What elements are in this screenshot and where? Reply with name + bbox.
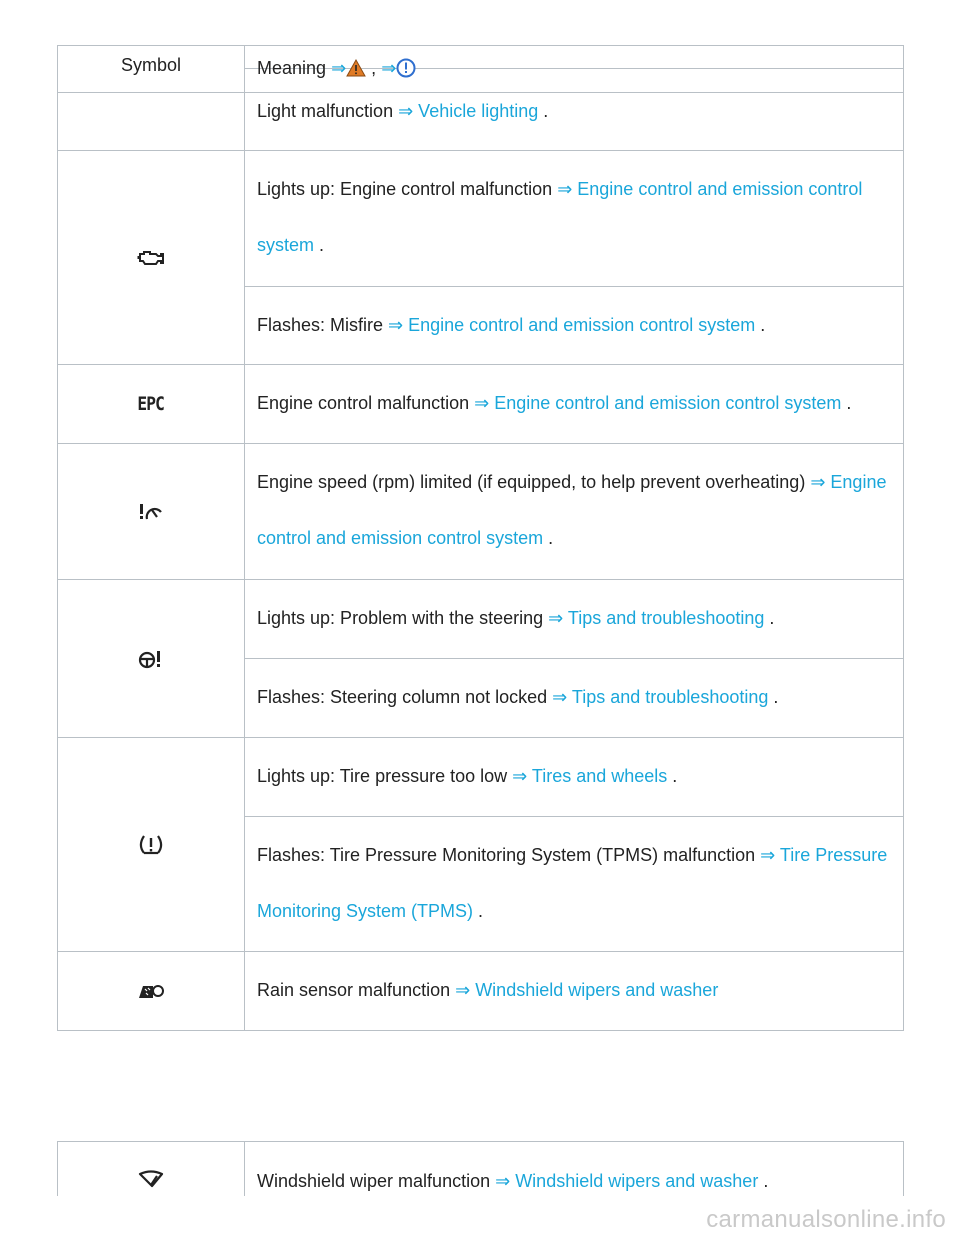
symbol-cell [58,93,245,150]
warning-arrow-link[interactable]: ⇒ [331,58,347,78]
troubleshooting-link[interactable]: ⇒ Tips and troubleshooting [552,687,769,707]
meaning-text: Lights up: Problem with the steering [257,608,549,628]
meaning-text: Light malfunction [257,101,399,121]
meaning-header-cell [245,46,903,92]
meaning-tail: . [667,766,678,786]
table-row [58,579,903,737]
meaning-tail: . [538,101,549,121]
table-row [58,951,903,1030]
rain-sensor-icon [137,982,165,1000]
meaning-text: Flashes: Tire Pressure Monitoring System (TPMS) malfunction [257,845,761,865]
page-footer [0,1196,960,1242]
meaning-cell [245,1142,903,1198]
epc-icon: EPC [137,393,165,415]
wipers-washer-link[interactable]: ⇒ Windshield wipers and washer [455,980,719,1000]
vehicle-lighting-link[interactable]: ⇒ Vehicle lighting [398,101,539,121]
info-exclamation-icon [396,58,416,78]
meaning-tail: . [764,608,775,628]
engine-emission-link[interactable]: ⇒ Engine control and emission control system [388,315,756,335]
engine-speed-limit-icon [138,502,164,522]
meaning-cell [245,658,903,737]
meaning-cell [245,151,903,286]
meaning-cell [245,952,903,1030]
symbol-cell [58,952,245,1030]
meaning-tail: . [314,235,325,255]
watermark: carmanualsonline.info [706,1206,946,1233]
meaning-tail: . [755,315,766,335]
tire-pressure-icon [138,834,164,856]
meaning-text: Engine speed (rpm) limited (if equipped, to help prevent overheating) [257,472,811,492]
meaning-header [257,56,416,80]
meaning-text: Engine control malfunction [257,393,475,413]
warning-triangle-icon [346,59,366,77]
meaning-tail: . [758,1171,769,1191]
meaning-cell [245,365,903,443]
comma-separator: , [371,58,377,78]
meaning-cell [245,580,903,658]
symbol-cell [58,444,245,579]
meaning-text: Windshield wiper malfunction [257,1171,496,1191]
symbol-cell [58,1142,245,1197]
table-row [58,364,903,443]
symbol-cell [58,738,245,951]
indicator-table [57,45,904,1031]
symbol-cell [58,365,245,443]
meaning-cell [245,444,903,579]
table-row [58,150,903,364]
meaning-cell [245,816,903,951]
meaning-text: Flashes: Steering column not locked [257,687,553,707]
meaning-tail: . [473,901,484,921]
meaning-text: Rain sensor malfunction [257,980,456,1000]
table-row [58,443,903,579]
meaning-tail: . [841,393,852,413]
table-header [58,46,903,92]
table-row [58,737,903,951]
info-arrow-link[interactable]: ⇒ [381,58,397,78]
meaning-tail: . [768,687,779,707]
engine-emission-link[interactable]: ⇒ Engine control and emission control system [474,393,842,413]
engine-emission-link[interactable]: ⇒ Engine control and emission control system [257,179,863,255]
table-row [58,92,903,150]
meaning-text: Lights up: Tire pressure too low [257,766,513,786]
tires-wheels-link[interactable]: ⇒ Tires and wheels [512,766,668,786]
meaning-text: Flashes: Misfire [257,315,389,335]
symbol-cell [58,580,245,737]
engine-emission-link[interactable]: ⇒ Engine control and emission control system [257,472,887,548]
wiper-icon [138,1170,164,1188]
indicator-table-continued [57,1141,904,1197]
meaning-cell [245,286,903,364]
meaning-cell [245,738,903,816]
engine-check-icon [137,249,165,267]
troubleshooting-link[interactable]: ⇒ Tips and troubleshooting [548,608,765,628]
steering-warning-icon [138,649,164,669]
meaning-cell [245,93,903,150]
tpms-link[interactable]: ⇒ Tire Pressure Monitoring System (TPMS) [257,845,888,921]
meaning-tail: . [543,528,554,548]
wipers-washer-link[interactable]: ⇒ Windshield wipers and washer [495,1171,759,1191]
symbol-header: Symbol [58,46,245,92]
meaning-label: Meaning [257,58,327,78]
symbol-cell [58,151,245,364]
meaning-text: Lights up: Engine control malfunction [257,179,558,199]
